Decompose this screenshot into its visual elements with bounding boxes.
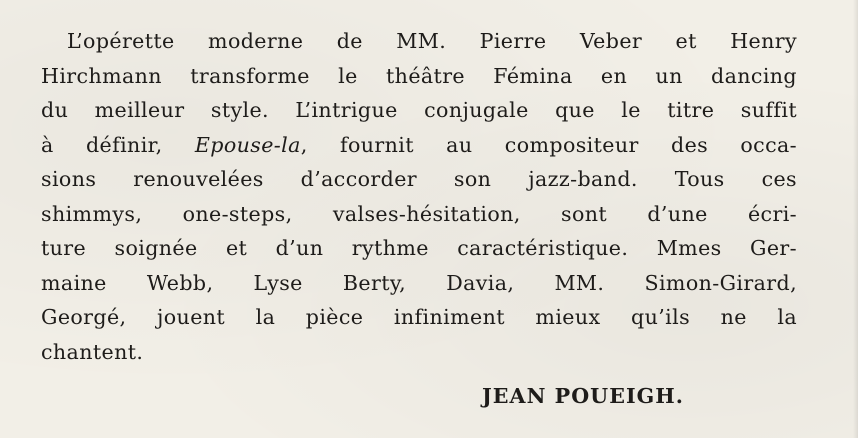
article-line-9: Georgé, jouent la pièce infiniment mieux qu’ils ne la [41,305,797,329]
article-line-4-end: , fournit au compositeur des occa- [300,132,798,157]
article-line-10: chantent. [41,339,144,364]
article-line-5: sions renouvelées d’accorder son jazz-band. Tous ces [41,167,797,191]
article-line-8: maine Webb, Lyse Berty, Davia, MM. Simon-Girard, [41,270,797,295]
page-edge-shadow [853,0,858,438]
article-line-3: du meilleur style. L’intrigue conjugale que le titre suffit [41,98,797,122]
article-line-4-start: à définir, [41,132,195,157]
article-text [41,24,797,369]
article-line-4 [41,128,797,163]
article-line-6: shimmys, one-steps, valses-hésitation, sont d’une écri- [41,201,797,226]
article-line-2: Hirchmann transforme le théâtre Fémina en un dancing [41,63,797,88]
article-line-7: ture soignée et d’un rythme caractéristique. Mmes Ger- [41,236,797,260]
play-title: Epouse-la [194,132,301,157]
author-signature: JEAN POUEIGH. [482,384,684,408]
article-line-1: L’opérette moderne de MM. Pierre Veber et Henry [67,29,797,53]
